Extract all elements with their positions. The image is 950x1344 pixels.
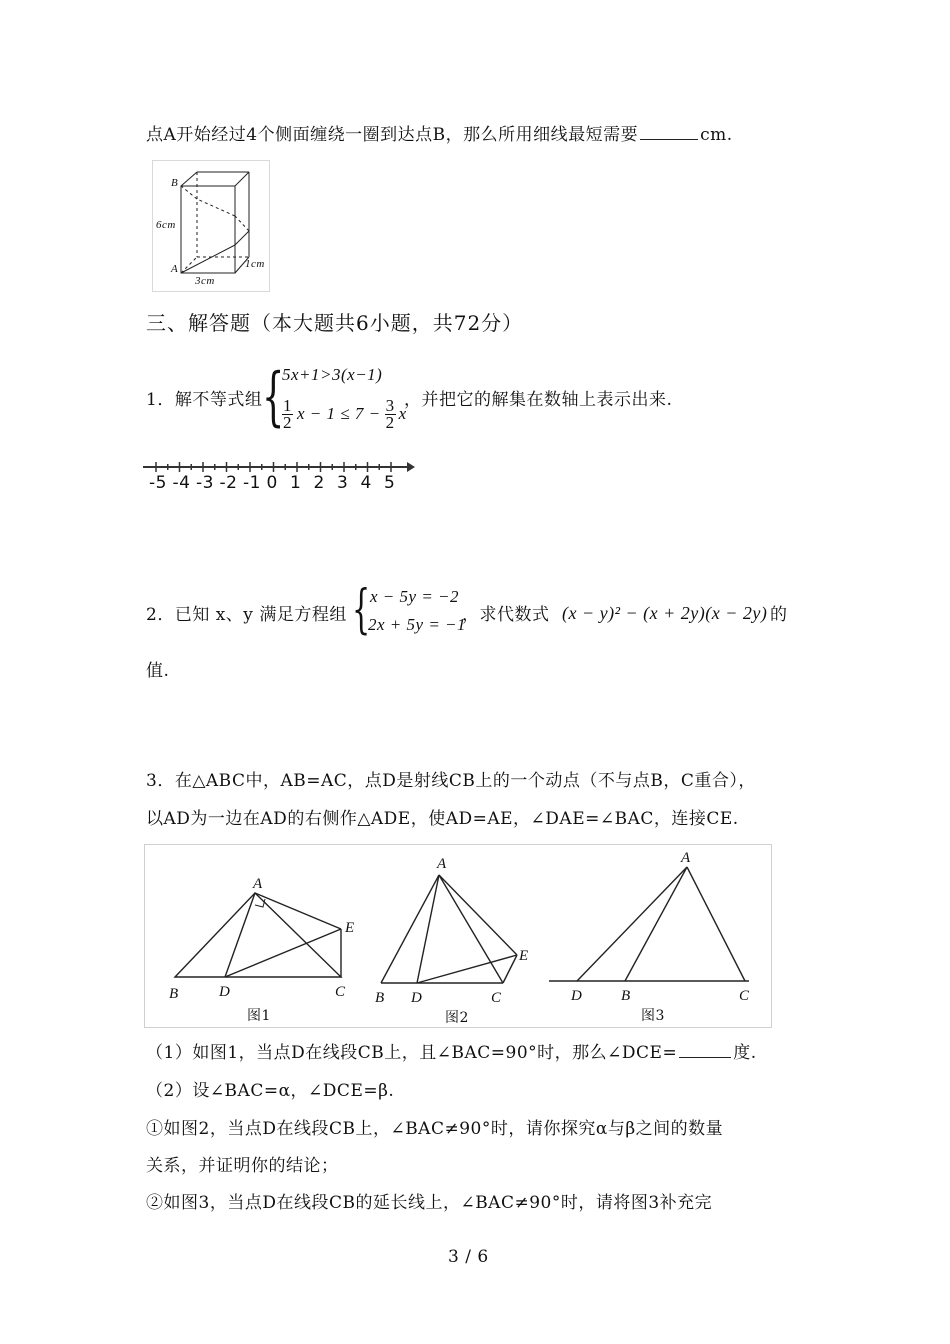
number-line-label: -3 [196, 473, 214, 493]
number-line-label: 5 [384, 473, 396, 493]
fig3-caption: 图3 [641, 1008, 665, 1024]
fig3-label-d: D [571, 988, 583, 1004]
fig1-label-d: D [219, 984, 231, 1000]
q3-figures [144, 844, 772, 1028]
q3-geometry-diagram [145, 845, 771, 1027]
q2-tail: 的 [770, 605, 788, 625]
prism-label-b: B [171, 177, 179, 189]
fig1-label-a: A [253, 876, 263, 892]
q3-part2: （2）设∠BAC=α，∠DCE=β. [146, 1081, 395, 1101]
fig1-caption: 图1 [247, 1008, 271, 1024]
prism-figure [152, 160, 270, 292]
number-line-label: -2 [219, 473, 238, 493]
fig2-caption: 图2 [445, 1010, 469, 1026]
number-line-label: -5 [149, 473, 167, 493]
q2-eq1: x − 5y = −2 [370, 587, 460, 606]
fig1-label-c: C [335, 984, 346, 1000]
fig2-label-a: A [437, 856, 447, 872]
q1-brace: { [262, 360, 285, 434]
fig3-label-a: A [681, 850, 691, 866]
q3-part1-blank [679, 1057, 731, 1058]
fig1-label-e: E [345, 920, 355, 936]
q2-mid: ，求代数式 [462, 605, 550, 625]
q2-eq2: 2x + 5y = −1 [368, 615, 467, 634]
q3-part1-text: （1）如图1，当点D在线段CB上，且∠BAC=90°时，那么∠DCE= [146, 1043, 678, 1063]
fig2-label-d: D [411, 990, 423, 1006]
page-number: 3 / 6 [448, 1247, 489, 1267]
q3-part1-unit: 度. [733, 1043, 757, 1063]
q1-frac-a: $\frac{1}{2}$ [283, 395, 292, 432]
number-line-label: -4 [172, 473, 191, 493]
top-line-text: 点A开始经过4个侧面缠绕一圈到达点B，那么所用细线最短需要 [146, 125, 639, 145]
fig3-label-b: B [621, 988, 631, 1004]
q3-line1: 3．在△ABC中，AB=AC，点D是射线CB上的一个动点（不与点B，C重合）， [146, 771, 756, 791]
fig2-label-b: B [375, 990, 385, 1006]
q3-sub1-line1: ①如图2，当点D在线段CB上，∠BAC≠90°时，请你探究α与β之间的数量 [146, 1119, 724, 1139]
q1-ineq2: $\frac{1}{2}$ x − 1 ≤ 7 − $\frac{3}{2}$ x [283, 395, 407, 432]
q1-frac-b: $\frac{3}{2}$ [385, 395, 395, 432]
q3-sub1-line2: 关系，并证明你的结论； [146, 1156, 339, 1176]
number-line-label: 1 [290, 473, 302, 493]
section-title: 三、解答题（本大题共6小题，共72分） [146, 311, 524, 335]
q3-part1 [146, 1042, 757, 1064]
number-line-label: 3 [337, 473, 349, 493]
fig1-label-b: B [169, 986, 179, 1002]
prism-label-width: 3cm [195, 275, 215, 287]
number-line [143, 456, 415, 494]
number-line-label: 2 [313, 473, 325, 493]
prism-label-depth: 1cm [245, 258, 265, 270]
q1-tail: ，并把它的解集在数轴上表示出来. [404, 390, 673, 410]
number-line-label: -1 [243, 473, 261, 493]
q1-number: 1．解不等式组 [146, 390, 263, 410]
q2-line2: 值. [146, 661, 170, 681]
q3-line2: 以AD为一边在AD的右侧作△ADE，使AD=AE，∠DAE=∠BAC，连接CE. [146, 809, 739, 829]
answer-blank [640, 139, 698, 140]
q1-ineq1: 5x+1>3(x−1) [282, 365, 383, 384]
q2-brace: { [352, 580, 371, 640]
top-line-unit: cm. [700, 125, 733, 145]
prism-label-a: A [171, 263, 179, 275]
fig3-label-c: C [739, 988, 750, 1004]
fig2-label-e: E [519, 948, 529, 964]
number-line-label: 4 [360, 473, 372, 493]
number-line-label: 0 [266, 473, 278, 493]
fig2-label-c: C [491, 990, 502, 1006]
prism-label-height: 6cm [156, 219, 176, 231]
q3-sub2-line1: ②如图3，当点D在线段CB的延长线上，∠BAC≠90°时，请将图3补充完 [146, 1193, 713, 1213]
top-line [146, 124, 733, 146]
q2-expr: (x − y)² − (x + 2y)(x − 2y) [562, 603, 768, 623]
q2-number: 2．已知 x、y 满足方程组 [146, 605, 347, 625]
